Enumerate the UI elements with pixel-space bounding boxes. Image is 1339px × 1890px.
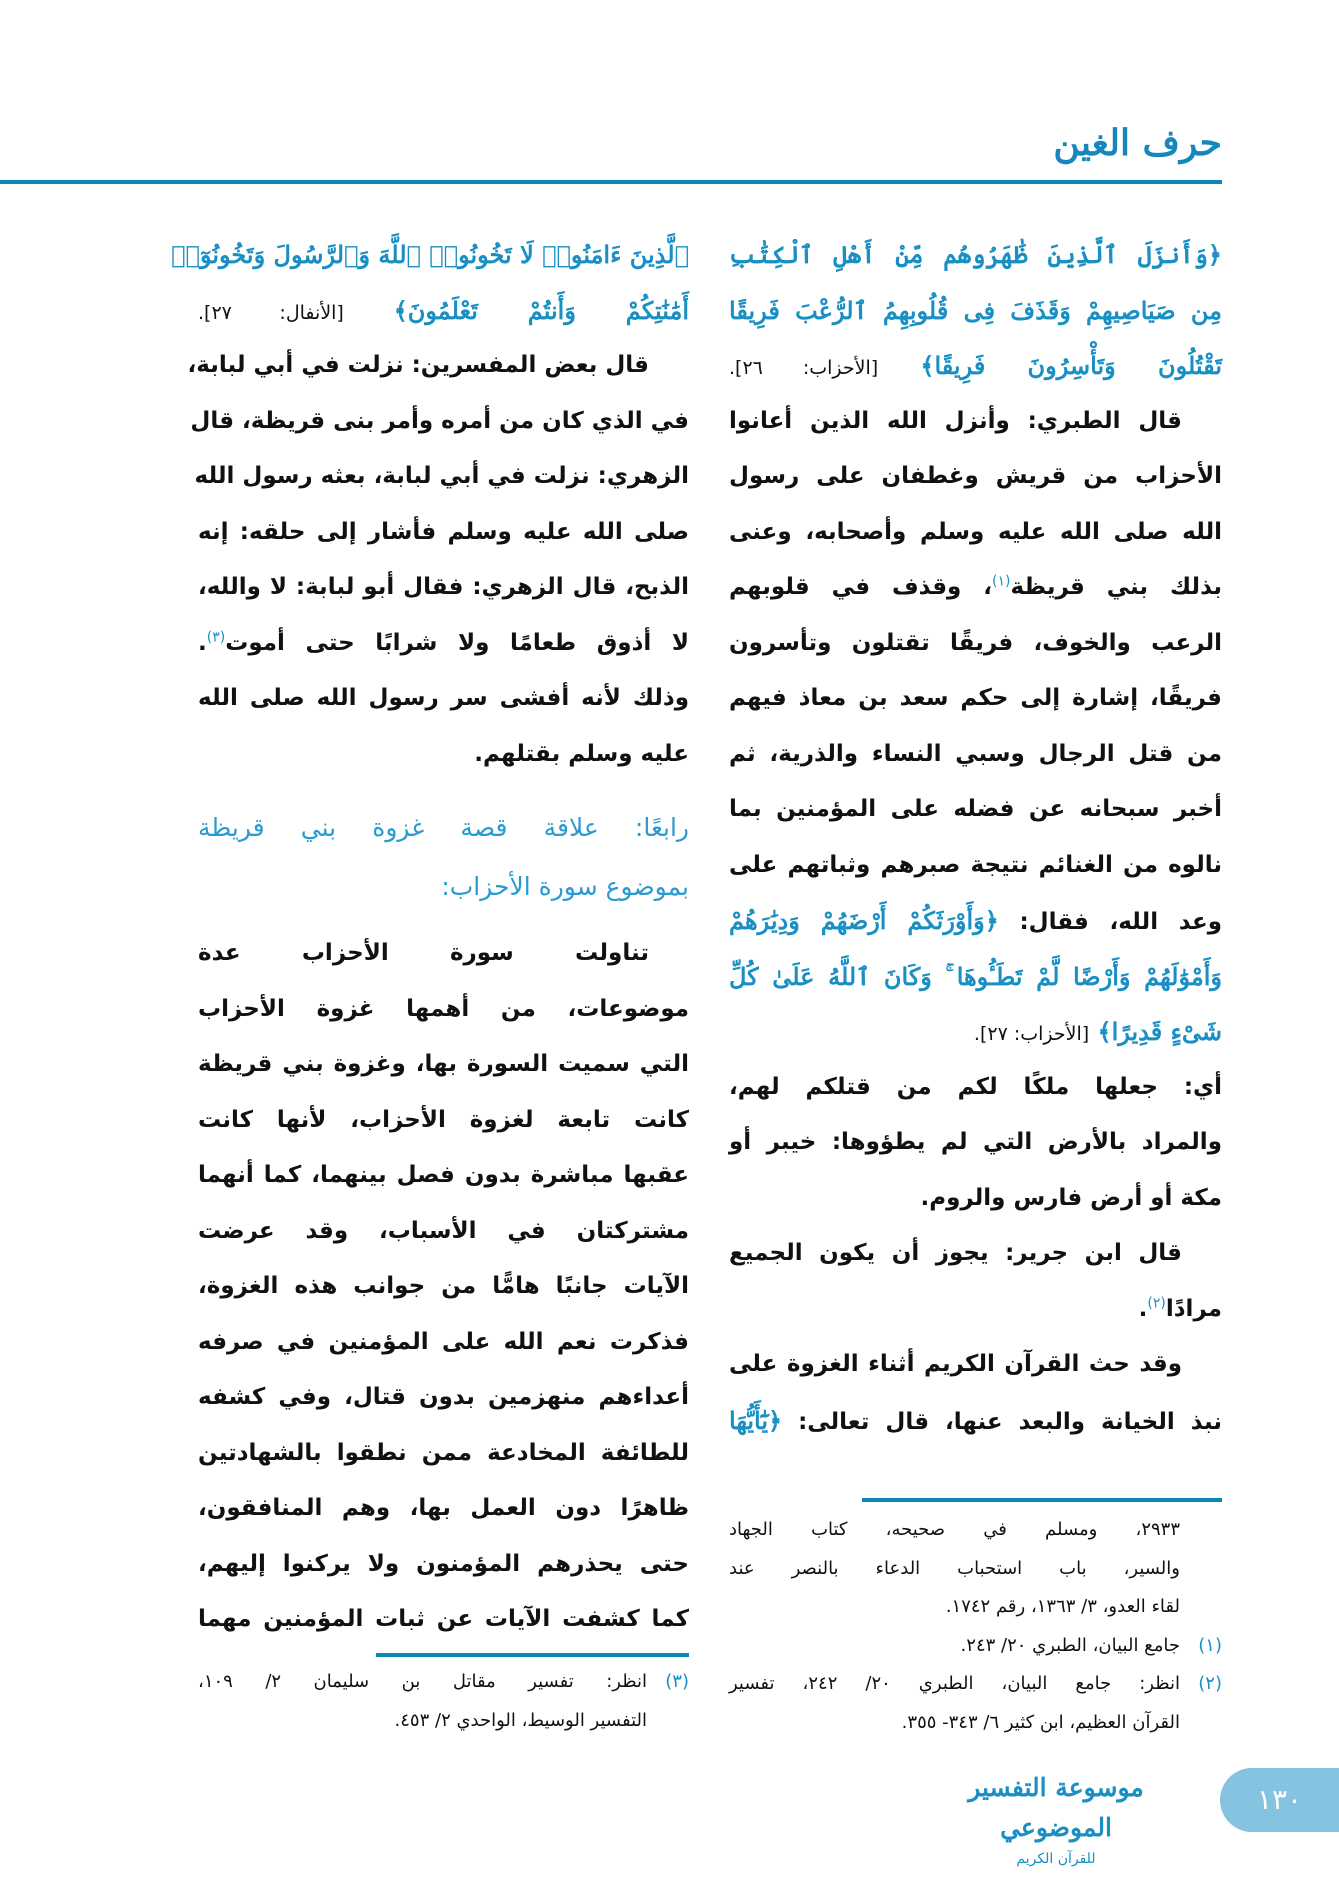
chapter-title: حرف الغين [1053, 122, 1222, 164]
body-text: قال الطبري: وأنزل الله الذين أعانوا [729, 407, 1182, 434]
body-text-line: مشتركتان في الأسباب، وقد عرضت [198, 1217, 689, 1244]
body-text: الأحزاب من قريش وغطفان على رسول [729, 463, 1222, 489]
quran-verse: أَمَٰنَٰتِكُمْ وَأَنتُمْ تَعْلَمُونَ﴾ [343, 295, 689, 325]
text-line [729, 449, 1222, 505]
series-logo [930, 1768, 1182, 1870]
body-text: وعد الله، فقال: [998, 909, 1222, 935]
body-text: بذلك بني قريظة [1010, 574, 1222, 600]
body-text: وقد حث القرآن الكريم أثناء الغزوة على [729, 1351, 1182, 1377]
body-text: ، وقذف في قلوبهم [729, 574, 992, 600]
footnote-line [729, 1665, 1222, 1704]
text-line [729, 782, 1222, 838]
footnote-rule-right [862, 1498, 1222, 1502]
footnote-marker[interactable]: (٢) [1147, 1294, 1166, 1311]
text-line [729, 1282, 1222, 1338]
footnote-text: انظر: تفسير مقاتل بن سليمان ٢/ ١٠٩، [198, 1671, 647, 1692]
footnotes-left [198, 1663, 689, 1740]
body-text: نبذ الخيانة والبعد عنها، قال تعالى: [782, 1408, 1222, 1435]
quran-verse: مِن صَيَاصِيهِمْ وَقَذَفَ فِى قُلُوبِهِمُ ٱلرُّعْبَ فَرِيقًا [729, 295, 1222, 325]
body-text: أي: جعلها ملكًا لكم من قتلكم لهم، [729, 1073, 1222, 1100]
footnote-number: (٣) [665, 1671, 689, 1692]
text-line [198, 671, 689, 727]
body-text: مكة أو أرض فارس والروم. [920, 1184, 1222, 1211]
body-text-line: للطائفة المخادعة ممن نطقوا بالشهادتين [198, 1439, 689, 1466]
footnote-number: (١) [1198, 1634, 1222, 1656]
body-text: وذلك لأنه أفشى سر رسول الله صلى الله [198, 685, 689, 711]
text-line [729, 893, 1222, 949]
verse-reference: [الأحزاب: ٢٧]. [973, 1023, 1090, 1045]
quran-verse: ﴿وَأَوْرَثَكُمْ أَرْضَهُمْ وَدِيَٰرَهُمْ [729, 906, 999, 935]
text-line [729, 1337, 1222, 1393]
text-line [729, 1115, 1222, 1171]
footnote-marker[interactable]: (٣) [206, 628, 226, 645]
right-column [729, 227, 1222, 1448]
text-line [190, 394, 689, 450]
text-line [729, 949, 1222, 1005]
header-rule [0, 180, 1222, 184]
body-text-line: تناولت سورة الأحزاب عدة [198, 940, 649, 966]
footnote-text: والسير، باب استحباب الدعاء بالنصر عند [729, 1557, 1180, 1579]
text-line [198, 283, 689, 339]
body-text: مرادًا [1165, 1295, 1222, 1322]
section-heading-line: رابعًا: علاقة قصة غزوة بني قريظة [198, 813, 689, 842]
footnote-line [729, 1588, 1222, 1627]
text-line [729, 560, 1222, 616]
section-heading [198, 798, 689, 916]
text-line [198, 560, 689, 616]
text-line [729, 1060, 1222, 1116]
quran-verse: ٱلَّذِينَ ءَامَنُوا۟ لَا تَخُونُوا۟ ٱللَّهَ وَٱلرَّسُولَ وَتَخُونُوٓا۟ [171, 240, 689, 269]
quran-verse: ﴿يَٰٓأَيُّهَا [729, 1405, 783, 1435]
footnote-line [729, 1627, 1222, 1666]
text-line [198, 616, 689, 672]
text-line [729, 616, 1222, 672]
text-line [729, 838, 1222, 894]
body-text-line: كانت تابعة لغزوة الأحزاب، لأنها كانت [198, 1106, 689, 1133]
text-line [171, 227, 689, 283]
text-line [729, 505, 1222, 561]
footnote-text: انظر: جامع البيان، الطبري ٢٠/ ٢٤٢، تفسير [729, 1673, 1180, 1694]
text-line [729, 1171, 1222, 1227]
quran-verse: ﴿وَأَنزَلَ ٱلَّذِينَ ظَٰهَرُوهُم مِّنْ أَهْلِ ٱلْكِتَٰبِ [729, 240, 1222, 269]
text-line [729, 338, 1222, 394]
text-line [729, 1393, 1222, 1449]
body-text-line: الآيات جانبًا هامًّا من جوانب هذه الغزوة، [198, 1273, 689, 1299]
footnote-line [729, 1511, 1222, 1550]
body-text: والمراد بالأرض التي لم يطؤوها: خيبر أو [729, 1129, 1222, 1155]
body-text: . [1138, 1295, 1148, 1322]
quran-verse: تَقْتُلُونَ وَتَأْسِرُونَ فَرِيقًا﴾ [878, 351, 1222, 380]
footnote-text: التفسير الوسيط، الواحدي ٢/ ٤٥٣. [394, 1709, 647, 1731]
footnote-line [198, 1702, 689, 1741]
body-text-line: ظاهرًا دون العمل بها، وهم المنافقون، [198, 1495, 689, 1521]
verse-reference: [الأنفال: ٢٧]. [198, 301, 344, 324]
body-text: في الذي كان من أمره وأمر بنى قريظة، قال [190, 407, 689, 434]
body-text: عليه وسلم بقتلهم. [474, 740, 689, 767]
body-text-line: فذكرت نعم الله على المؤمنين في صرفه [198, 1328, 689, 1355]
logo-subtitle: للقرآن الكريم [1016, 1851, 1096, 1867]
footnotes-right [729, 1511, 1222, 1742]
body-text: قال بعض المفسرين: نزلت في أبي لبابة، [187, 352, 649, 378]
text-line [729, 727, 1222, 783]
left-column [171, 227, 689, 1648]
footnote-marker[interactable]: (١) [992, 573, 1011, 590]
body-text: صلى الله عليه وسلم فأشار إلى حلقه: إنه [198, 518, 689, 545]
text-line [729, 227, 1222, 283]
body-text: . [198, 629, 207, 656]
body-text: الزهري: نزلت في أبي لبابة، بعثه رسول الله [194, 463, 689, 489]
body-text: فريقًا، إشارة إلى حكم سعد بن معاذ فيهم [729, 685, 1222, 711]
verse-reference: [الأحزاب: ٢٦]. [729, 357, 879, 379]
footnote-line [729, 1704, 1222, 1743]
quran-verse: وَأَمْوَٰلَهُمْ وَأَرْضًا لَّمْ تَطَـُٔوهَا ۚ وَكَانَ ٱللَّهُ عَلَىٰ كُلِّ [729, 961, 1222, 991]
section-heading-line: بموضوع سورة الأحزاب: [441, 872, 689, 901]
page-number: ١٣٠ [1220, 1768, 1339, 1832]
text-line [729, 1226, 1222, 1282]
footnote-text: لقاء العدو، ٣/ ١٣٦٣، رقم ١٧٤٢. [945, 1596, 1180, 1617]
body-text: نالوه من الغنائم نتيجة صبرهم وثباتهم على [729, 851, 1222, 878]
left-column-text [171, 227, 689, 782]
body-text-line: أعداءهم منهزمين بدون قتال، وفي كشفه [198, 1384, 689, 1410]
footnote-text: جامع البيان، الطبري ٢٠/ ٢٤٣. [960, 1634, 1180, 1656]
body-text-line: موضوعات، من أهمها غزوة الأحزاب [198, 995, 689, 1022]
footnote-text: ٢٩٣٣، ومسلم في صحيحه، كتاب الجهاد [729, 1519, 1180, 1540]
text-line [729, 671, 1222, 727]
text-line [198, 727, 689, 783]
quran-verse: شَىْءٍ قَدِيرًا﴾ [1089, 1017, 1222, 1046]
body-text: الله صلى الله عليه وسلم وأصحابه، وعنى [729, 518, 1222, 545]
right-column-text [729, 227, 1222, 1448]
footnote-line [729, 1550, 1222, 1589]
body-text: أخبر سبحانه عن فضله على المؤمنين بما [729, 796, 1222, 822]
body-text-line: التي سميت السورة بها، وغزوة بني قريظة [198, 1051, 689, 1077]
body-text: الرعب والخوف، فريقًا تقتلون وتأسرون [729, 629, 1222, 656]
footnote-number: (٢) [1198, 1673, 1222, 1694]
footnote-text: القرآن العظيم، ابن كثير ٦/ ٣٤٣- ٣٥٥. [901, 1711, 1180, 1733]
body-text-line: عقبها مباشرة بدون فصل بينهما، كما أنهما [198, 1162, 689, 1188]
body-text: لا أذوق طعامًا ولا شرابًا حتى أموت [225, 629, 689, 656]
text-line [194, 449, 689, 505]
body-text: من قتل الرجال وسبي النساء والذرية، ثم [729, 740, 1222, 767]
text-line [729, 283, 1222, 339]
footnote-rule-left [376, 1653, 689, 1657]
logo-title: موسوعة التفسير الموضوعي [968, 1773, 1144, 1842]
body-text: الذبح، قال الزهري: فقال أبو لبابة: لا والله، [198, 574, 689, 600]
text-line [198, 505, 689, 561]
section-body [198, 926, 689, 1648]
text-line [187, 338, 689, 394]
body-text-line: كما كشفت الآيات عن ثبات المؤمنين مهما [198, 1606, 689, 1632]
text-line [729, 1004, 1222, 1060]
body-text-line: حتى يحذرهم المؤمنون ولا يركنوا إليهم، [198, 1550, 689, 1577]
text-line [729, 394, 1222, 450]
body-text: قال ابن جرير: يجوز أن يكون الجميع [729, 1240, 1182, 1266]
footnote-line [198, 1663, 689, 1702]
